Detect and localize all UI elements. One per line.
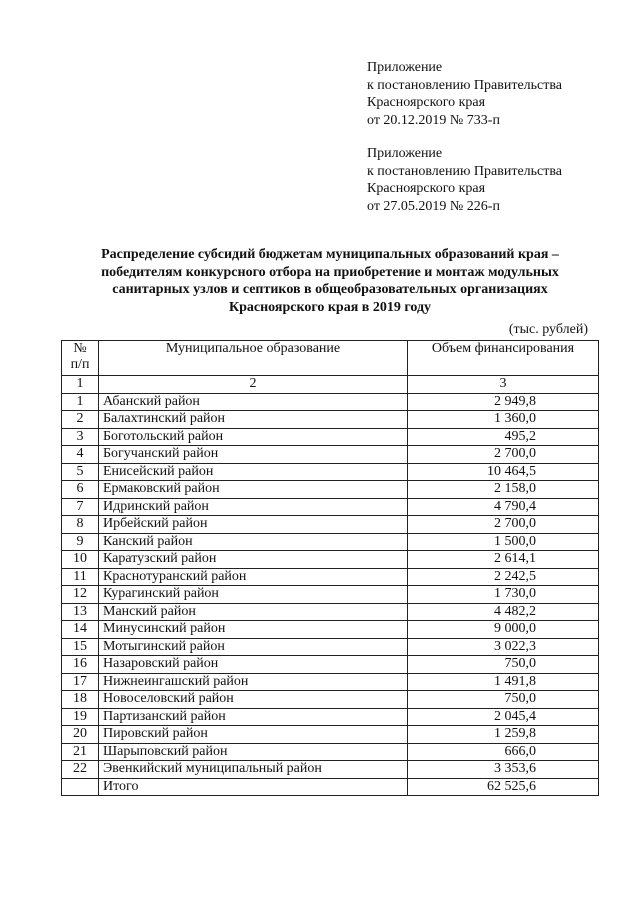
- total-amount: 62 525,6: [408, 778, 599, 796]
- funding-amount: 750,0: [408, 691, 599, 709]
- table-row: [62, 393, 599, 411]
- total-label: Итого: [99, 778, 408, 796]
- header-municipality: Муниципальное образование: [99, 341, 408, 376]
- municipality-name: Краснотуранский район: [99, 568, 408, 586]
- row-number: 13: [62, 603, 99, 621]
- municipality-name: Ермаковский район: [99, 481, 408, 499]
- municipality-name: Ирбейский район: [99, 516, 408, 534]
- funding-amount: 3 022,3: [408, 638, 599, 656]
- table-row: [62, 411, 599, 429]
- subsidy-table: [61, 340, 599, 796]
- header-number: № п/п: [62, 341, 99, 376]
- municipality-name: Канский район: [99, 533, 408, 551]
- table-row: [62, 516, 599, 534]
- municipality-name: Минусинский район: [99, 621, 408, 639]
- funding-amount: 9 000,0: [408, 621, 599, 639]
- municipality-name: Новоселовский район: [99, 691, 408, 709]
- table-row: [62, 481, 599, 499]
- index-cell: 1: [62, 376, 99, 394]
- appendix-header-current: [367, 59, 562, 129]
- document-title: [60, 246, 600, 316]
- appendix-region: Красноярского края: [367, 95, 486, 110]
- municipality-name: Идринский район: [99, 498, 408, 516]
- funding-amount: 1 491,8: [408, 673, 599, 691]
- table-row: [62, 638, 599, 656]
- municipality-name: Манский район: [99, 603, 408, 621]
- row-number: 11: [62, 568, 99, 586]
- row-number: 16: [62, 656, 99, 674]
- funding-amount: 2 242,5: [408, 568, 599, 586]
- appendix-date: от 27.05.2019 № 226-п: [367, 198, 500, 214]
- municipality-name: Шарыповский район: [99, 743, 408, 761]
- municipality-name: Богучанский район: [99, 446, 408, 464]
- municipality-name: Партизанский район: [99, 708, 408, 726]
- funding-amount: 495,2: [408, 428, 599, 446]
- total-row: [62, 778, 599, 796]
- table-row: [62, 586, 599, 604]
- funding-amount: 2 045,4: [408, 708, 599, 726]
- table-row: [62, 708, 599, 726]
- row-number: 6: [62, 481, 99, 499]
- appendix-label: Приложение: [367, 60, 443, 75]
- table-row: [62, 498, 599, 516]
- funding-amount: 2 614,1: [408, 551, 599, 569]
- row-number: 15: [62, 638, 99, 656]
- municipality-name: Курагинский район: [99, 586, 408, 604]
- header-volume: Объем финансирования: [408, 341, 599, 376]
- row-number: 19: [62, 708, 99, 726]
- table-row: [62, 568, 599, 586]
- funding-amount: 4 790,4: [408, 498, 599, 516]
- appendix-region: Красноярского края: [367, 181, 486, 196]
- row-number: 7: [62, 498, 99, 516]
- funding-amount: 10 464,5: [408, 463, 599, 481]
- row-number: 2: [62, 411, 99, 429]
- municipality-name: Пировский район: [99, 726, 408, 744]
- units-label: (тыс. рублей): [508, 322, 588, 337]
- row-number: 1: [62, 393, 99, 411]
- row-number: 18: [62, 691, 99, 709]
- table-row: [62, 603, 599, 621]
- table-row: [62, 463, 599, 481]
- row-number: 3: [62, 428, 99, 446]
- table-row: [62, 551, 599, 569]
- table-row: [62, 533, 599, 551]
- funding-amount: 1 500,0: [408, 533, 599, 551]
- row-number: 20: [62, 726, 99, 744]
- row-number: 8: [62, 516, 99, 534]
- row-number: 12: [62, 586, 99, 604]
- table-row: [62, 428, 599, 446]
- funding-amount: 1 259,8: [408, 726, 599, 744]
- row-number: 10: [62, 551, 99, 569]
- table-row: [62, 761, 599, 779]
- funding-amount: 1 730,0: [408, 586, 599, 604]
- municipality-name: Нижнеингашский район: [99, 673, 408, 691]
- title-line: Распределение субсидий бюджетам муниципальных образований края –: [101, 247, 559, 262]
- table-row: [62, 673, 599, 691]
- funding-amount: 666,0: [408, 743, 599, 761]
- appendix-label: Приложение: [367, 146, 443, 161]
- funding-amount: 2 158,0: [408, 481, 599, 499]
- municipality-name: Каратузский район: [99, 551, 408, 569]
- row-number: 22: [62, 761, 99, 779]
- appendix-ref: к постановлению Правительства: [367, 77, 563, 93]
- table-row: [62, 446, 599, 464]
- table-row: [62, 726, 599, 744]
- municipality-name: Абанский район: [99, 393, 408, 411]
- municipality-name: Назаровский район: [99, 656, 408, 674]
- table-row: [62, 621, 599, 639]
- municipality-name: Балахтинский район: [99, 411, 408, 429]
- row-number: 9: [62, 533, 99, 551]
- title-line: победителям конкурсного отбора на приобретение и монтаж модульных: [101, 264, 559, 280]
- funding-amount: 4 482,2: [408, 603, 599, 621]
- row-number: 17: [62, 673, 99, 691]
- municipality-name: Енисейский район: [99, 463, 408, 481]
- municipality-name: Мотыгинский район: [99, 638, 408, 656]
- appendix-ref: к постановлению Правительства: [367, 163, 563, 179]
- funding-amount: 3 353,6: [408, 761, 599, 779]
- funding-amount: 2 700,0: [408, 516, 599, 534]
- funding-amount: 2 700,0: [408, 446, 599, 464]
- table-row: [62, 691, 599, 709]
- index-cell: 3: [408, 376, 599, 394]
- table-row: [62, 743, 599, 761]
- funding-amount: 750,0: [408, 656, 599, 674]
- table-header-row: [62, 341, 599, 376]
- municipality-name: Эвенкийский муниципальный район: [99, 761, 408, 779]
- municipality-name: Боготольский район: [99, 428, 408, 446]
- index-cell: 2: [99, 376, 408, 394]
- row-number: 4: [62, 446, 99, 464]
- appendix-header-original: [367, 145, 562, 215]
- funding-amount: 2 949,8: [408, 393, 599, 411]
- title-line: санитарных узлов и септиков в общеобразовательных организациях: [112, 282, 548, 297]
- title-line: Красноярского края в 2019 году: [228, 299, 432, 315]
- row-number: 21: [62, 743, 99, 761]
- appendix-date: от 20.12.2019 № 733-п: [367, 112, 500, 128]
- table-row: [62, 656, 599, 674]
- column-index-row: [62, 376, 599, 394]
- total-empty-cell: [62, 778, 99, 796]
- row-number: 5: [62, 463, 99, 481]
- funding-amount: 1 360,0: [408, 411, 599, 429]
- row-number: 14: [62, 621, 99, 639]
